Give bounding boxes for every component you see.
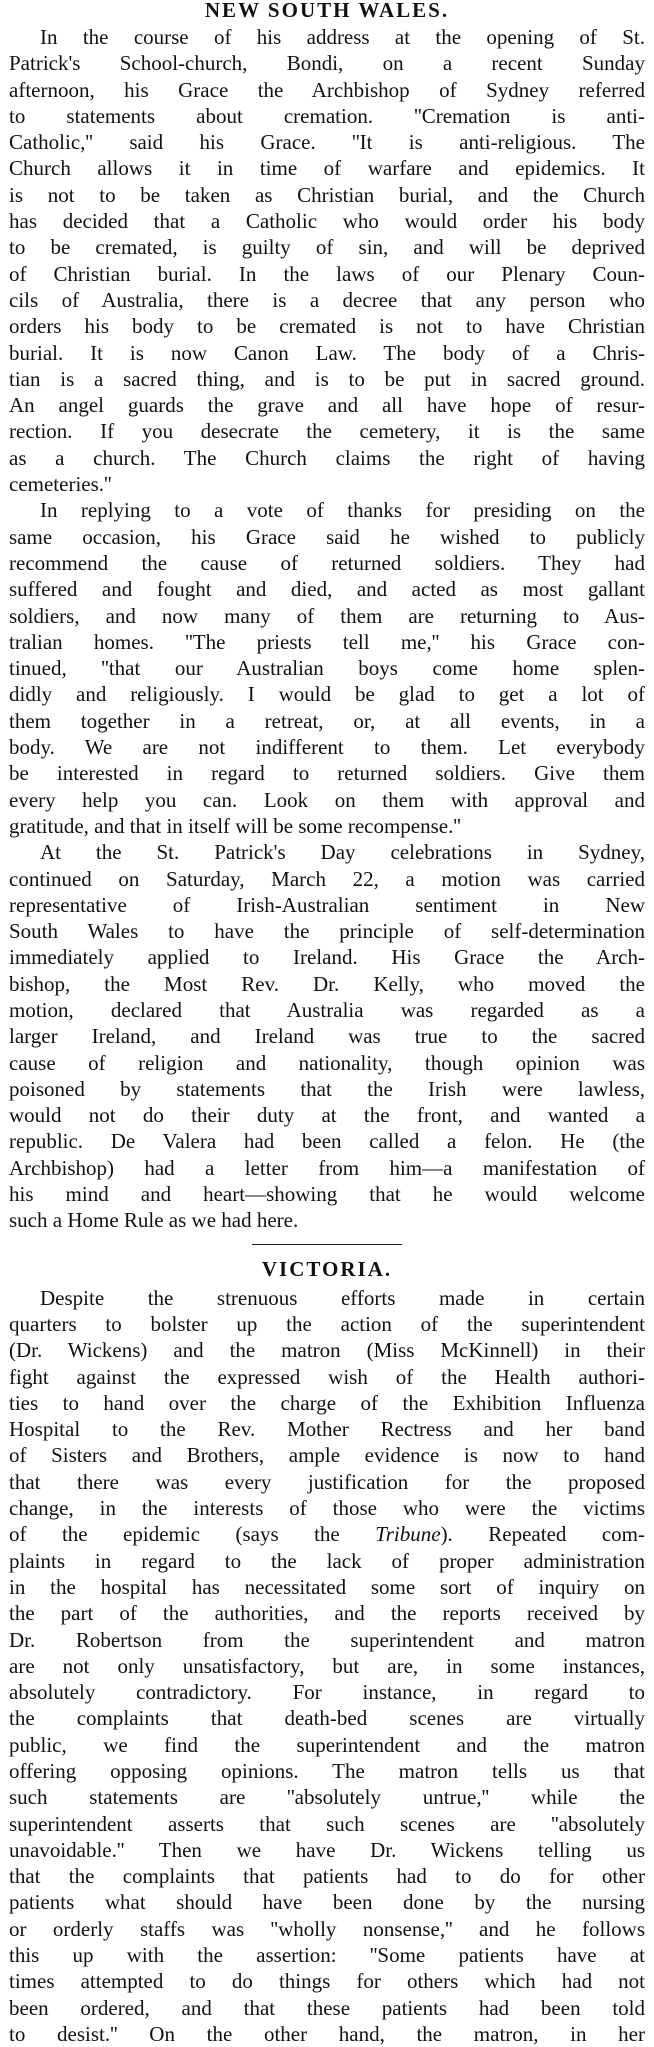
section-divider [252, 1244, 402, 1245]
text-line: rection. If you desecrate the cemetery, it is the same [9, 419, 645, 444]
text-line: as a church. The Church claims the right of having [9, 445, 645, 470]
text-line: or orderly staffs was ''wholly nonsense,'' and he follows [9, 1916, 645, 1941]
text-line: be interested in regard to returned soldiers. Give them [9, 761, 645, 786]
text-line: bishop, the Most Rev. Dr. Kelly, who moved the [9, 971, 645, 996]
text-line: Dr. Robertson from the superintendent and matron [9, 1627, 645, 1652]
section-heading: NEW SOUTH WALES. [204, 0, 450, 22]
text-line: In replying to a vote of thanks for presiding on the [40, 498, 645, 523]
text-line: fight against the expressed wish of the Health authori- [9, 1364, 645, 1389]
text-line: representative of Irish-Australian sentiment in New [9, 892, 645, 917]
text-line: plaints in regard to the lack of proper administration [9, 1548, 645, 1573]
publication-name: Tribune [375, 1522, 441, 1547]
text-line: Catholic,'' said his Grace. ''It is anti-religious. The [9, 130, 645, 155]
text-line: that there was every justification for the proposed [9, 1469, 645, 1494]
text-line: At the St. Patrick's Day celebrations in Sydney, [40, 840, 645, 865]
text-line: continued on Saturday, March 22, a motion was carried [9, 866, 645, 891]
text-line: An angel guards the grave and all have hope of resur- [9, 393, 645, 418]
text-line: soldiers, and now many of them are returning to Aus- [9, 603, 645, 628]
text-line: body. We are not indifferent to them. Let everybody [9, 735, 645, 760]
text-line: Archbishop) had a letter from him—a manifestation of [9, 1155, 645, 1180]
text-line: orders his body to be cremated is not to have Christian [9, 314, 645, 339]
text-line: immediately applied to Ireland. His Grace the Arch- [9, 945, 645, 970]
text-line: is not to be taken as Christian burial, and the Church [9, 182, 645, 207]
text-line: cause of religion and nationality, though opinion was [9, 1050, 645, 1075]
text-line: Patrick's School-church, Bondi, on a recent Sunday [9, 51, 645, 76]
text-line: every help you can. Look on them with approval and [9, 787, 645, 812]
text-line: quarters to bolster up the action of the superintendent [9, 1311, 645, 1336]
text-line: tinued, ''that our Australian boys come home splen- [9, 656, 645, 681]
text-line: suffered and fought and died, and acted as most gallant [9, 577, 645, 602]
text-line: Church allows it in time of warfare and epidemics. It [9, 156, 645, 181]
text-line: larger Ireland, and Ireland was true to the sacred [9, 1024, 645, 1049]
text-line: tralian homes. ''The priests tell me,'' his Grace con- [9, 629, 645, 654]
section-body [9, 1285, 645, 2047]
text-line: burial. It is now Canon Law. The body of a Chris- [9, 340, 645, 365]
paragraph [9, 1285, 645, 2047]
text-line: such statements are ''absolutely untrue,'' while the [9, 1785, 645, 1810]
text-line: to be cremated, is guilty of sin, and will be deprived [9, 235, 645, 260]
text-line: of the epidemic (says the Tribune). Repeated com- [9, 1522, 645, 1547]
text-line: cils of Australia, there is a decree that any person who [9, 287, 645, 312]
text-line: South Wales to have the principle of self-determination [9, 919, 645, 944]
text-line: gratitude, and that in itself will be some recompense.'' [9, 813, 461, 838]
text-line: motion, declared that Australia was regarded as a [9, 997, 645, 1022]
text-line: that the complaints that patients had to do for other [9, 1864, 645, 1889]
text-line: the part of the authorities, and the reports received by [9, 1601, 645, 1626]
text-line: (Dr. Wickens) and the matron (Miss McKinnell) in their [9, 1338, 645, 1363]
paragraph [9, 497, 645, 839]
text-line: them together in a retreat, or, at all events, in a [9, 708, 645, 733]
section-body [9, 24, 645, 1234]
section-new-south-wales [9, 0, 645, 1234]
text-line: poisoned by statements that the Irish were lawless, [9, 1076, 645, 1101]
text-line: Despite the strenuous efforts made in certain [40, 1285, 645, 1310]
text-line: superintendent asserts that such scenes are ''absolutely [9, 1811, 645, 1836]
text-line: public, we find the superintendent and the matron [9, 1732, 645, 1757]
text-line: ties to hand over the charge of the Exhibition Influenza [9, 1390, 645, 1415]
text-line: of Christian burial. In the laws of our Plenary Coun- [9, 261, 645, 286]
text-line: to desist.'' On the other hand, the matron, in her [9, 2021, 645, 2046]
text-line: change, in the interests of those who were the victims [9, 1496, 645, 1521]
text-line: didly and religiously. I would be glad to get a lot of [9, 682, 645, 707]
paragraph [9, 24, 645, 497]
text-line: republic. De Valera had been called a felon. He (the [9, 1129, 645, 1154]
paragraph [9, 839, 645, 1233]
text-line: would not do their duty at the front, and wanted a [9, 1103, 645, 1128]
text-line: Hospital to the Rev. Mother Rectress and her band [9, 1417, 645, 1442]
text-line: tian is a sacred thing, and is to be put in sacred ground. [9, 366, 645, 391]
section-victoria [9, 1256, 645, 2047]
text-line: in the hospital has necessitated some sort of inquiry on [9, 1574, 645, 1599]
text-line: absolutely contradictory. For instance, in regard to [9, 1680, 645, 1705]
text-line: unavoidable.'' Then we have Dr. Wickens telling us [9, 1837, 645, 1862]
text-line: afternoon, his Grace the Archbishop of Sydney referred [9, 77, 645, 102]
text-line: the complaints that death-bed scenes are virtually [9, 1706, 645, 1731]
text-line: this up with the assertion: ''Some patients have at [9, 1943, 645, 1968]
text-line: patients what should have been done by the nursing [9, 1890, 645, 1915]
text-line: times attempted to do things for others which had not [9, 1969, 645, 1994]
text-line: such a Home Rule as we had here. [9, 1208, 299, 1233]
text-line: offering opposing opinions. The matron tells us that [9, 1759, 645, 1783]
text-line: has decided that a Catholic who would order his body [9, 209, 645, 234]
text-line: of Sisters and Brothers, ample evidence is now to hand [9, 1443, 645, 1468]
text-line: been ordered, and that these patients had been told [9, 1995, 645, 2020]
text-line: cemeteries.'' [9, 472, 112, 497]
text-line: recommend the cause of returned soldiers. They had [9, 550, 645, 575]
section-heading: VICTORIA. [261, 1256, 393, 1281]
text-line: to statements about cremation. ''Cremation is anti- [9, 103, 645, 128]
text-line: In the course of his address at the opening of St. [40, 25, 645, 49]
text-line: same occasion, his Grace said he wished to publicly [9, 524, 645, 549]
text-line: his mind and heart—showing that he would welcome [9, 1182, 645, 1207]
text-line: are not only unsatisfactory, but are, in some instances, [9, 1653, 645, 1678]
